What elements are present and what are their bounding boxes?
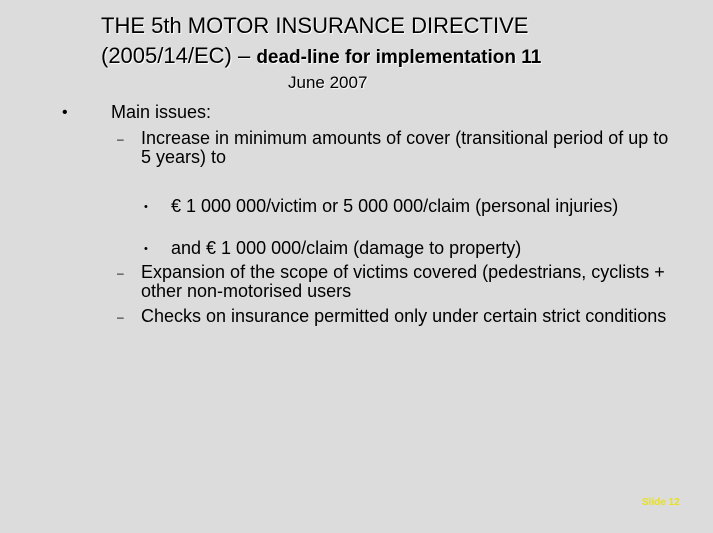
title-line-3: June 2007 xyxy=(288,73,368,92)
dash-icon: – xyxy=(117,310,124,324)
title-line-1: THE 5th MOTOR INSURANCE DIRECTIVE xyxy=(101,13,529,38)
slide-number: Slide 12 xyxy=(642,497,680,508)
main-issues-heading: Main issues: xyxy=(111,102,212,122)
title-line-2-main: (2005/14/EC) – xyxy=(101,43,257,68)
title-line-2-deadline: dead-line for implementation 11 xyxy=(256,47,542,68)
sub-item-1: € 1 000 000/victim or 5 000 000/claim (personal injuries) xyxy=(171,196,619,216)
bullet-icon: • xyxy=(62,104,68,121)
issue-item-1: Increase in minimum amounts of cover (transitional period of up to 5 years) to xyxy=(141,128,669,167)
dash-icon: – xyxy=(117,266,124,280)
issue-item-3: Checks on insurance permitted only under certain strict conditions xyxy=(141,306,667,326)
sub-bullet-icon: • xyxy=(144,243,148,255)
sub-bullet-icon: • xyxy=(144,201,148,213)
sub-item-2: and € 1 000 000/claim (damage to property) xyxy=(171,238,522,258)
title-line-2 xyxy=(101,43,541,71)
dash-icon: – xyxy=(117,132,124,146)
issue-item-2: Expansion of the scope of victims covered (pedestrians, cyclists + other non-motorised users xyxy=(141,262,665,301)
